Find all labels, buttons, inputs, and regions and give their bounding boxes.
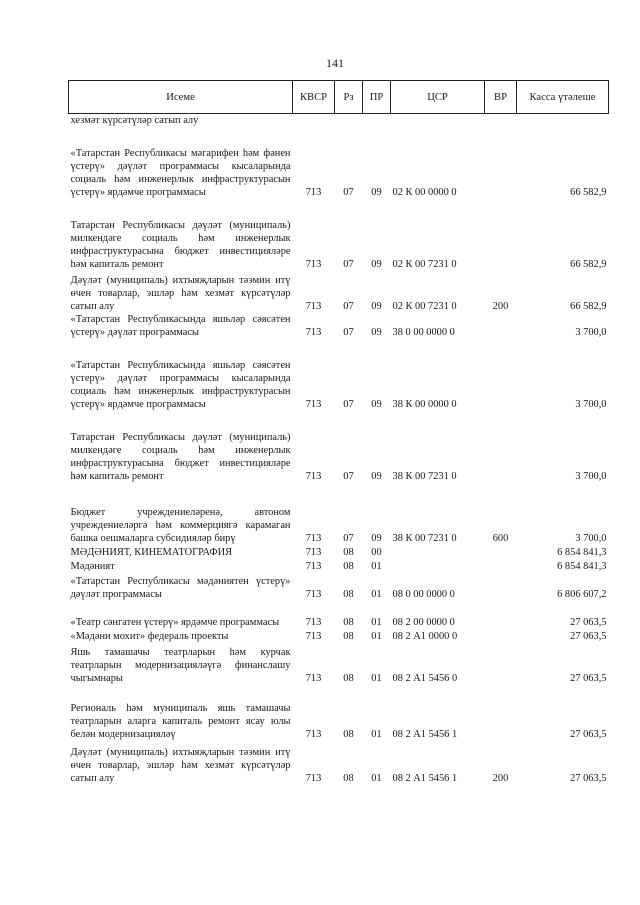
row-vr bbox=[485, 545, 517, 559]
row-csr: 02 К 00 0000 0 bbox=[392, 187, 457, 198]
header-kvsr: КВСР bbox=[293, 81, 335, 114]
table-row bbox=[69, 573, 609, 601]
row-vr: 200 bbox=[492, 773, 509, 784]
row-amount: 3 700,0 bbox=[575, 399, 607, 410]
row-vr bbox=[485, 199, 517, 271]
row-amount: 66 582,9 bbox=[570, 301, 607, 312]
table-row bbox=[69, 199, 609, 271]
header-pr: ПР bbox=[363, 81, 391, 114]
row-kvsr: 713 bbox=[305, 399, 322, 410]
row-vr bbox=[485, 114, 517, 128]
row-rz: 07 bbox=[343, 533, 354, 544]
row-vr bbox=[485, 559, 517, 573]
row-pr: 09 bbox=[371, 301, 382, 312]
row-name: Региональ һәм муниципаль яшь тамашачы театрларын аларга капиталь ремонт ясау юлы белән модернизацияләү bbox=[70, 703, 291, 740]
row-csr: 02 К 00 7231 0 bbox=[392, 259, 457, 270]
row-name: Мәдәният bbox=[70, 561, 115, 572]
table-row bbox=[69, 685, 609, 741]
table-row bbox=[69, 559, 609, 573]
page-number: 141 bbox=[326, 56, 344, 70]
row-name: «Татарстан Республикасы мәгарифен һәм фәнен үстерү» дәүләт программасы кысаларында социаль һәм инженерлык инфраструктурасын үстерү» ярдәмче программасы bbox=[70, 148, 291, 198]
row-csr: 08 2 00 0000 0 bbox=[392, 617, 455, 628]
row-name: хезмәт күрсәтүләр сатып алу bbox=[70, 115, 199, 126]
row-pr: 09 bbox=[371, 471, 382, 482]
row-rz: 08 bbox=[343, 631, 354, 642]
row-kvsr: 713 bbox=[305, 561, 322, 572]
row-rz: 07 bbox=[343, 327, 354, 338]
row-pr: 01 bbox=[371, 561, 382, 572]
row-name: «Татарстан Республикасында яшьләр сәясәтен үстерү» дәүләт программасы кысаларында социаль һәм инженерлык инфраструктурасын үстерү» ярдәмче программасы bbox=[70, 360, 291, 410]
row-pr: 01 bbox=[371, 617, 382, 628]
row-name: «Мәдәни мохит» федераль проекты bbox=[70, 631, 229, 642]
row-pr: 09 bbox=[371, 399, 382, 410]
row-vr: 600 bbox=[492, 533, 509, 544]
table-row bbox=[69, 114, 609, 128]
header-csr: ЦСР bbox=[391, 81, 485, 114]
row-kvsr: 713 bbox=[305, 533, 322, 544]
table-row bbox=[69, 643, 609, 685]
table-row bbox=[69, 741, 609, 785]
row-kvsr: 713 bbox=[305, 187, 322, 198]
table-body bbox=[69, 114, 609, 786]
row-csr: 08 2 А1 5456 1 bbox=[392, 773, 458, 784]
row-csr: 08 2 А1 5456 1 bbox=[392, 729, 458, 740]
row-rz: 07 bbox=[343, 187, 354, 198]
row-name: «Татарстан Республикасында яшьләр сәясәтен үстерү» дәүләт программасы bbox=[70, 314, 291, 338]
row-vr bbox=[485, 127, 517, 199]
row-amount bbox=[517, 114, 609, 128]
row-rz: 08 bbox=[343, 561, 354, 572]
row-csr: 38 К 00 0000 0 bbox=[392, 399, 457, 410]
row-amount: 27 063,5 bbox=[570, 631, 607, 642]
row-pr: 09 bbox=[371, 533, 382, 544]
row-kvsr: 713 bbox=[305, 729, 322, 740]
row-kvsr: 713 bbox=[305, 589, 322, 600]
row-csr bbox=[391, 559, 485, 573]
row-name: Дәүләт (муниципаль) ихтыяҗларын тәэмин итү өчен товарлар, эшләр һәм хезмәт күрсәтүләр сатып алу bbox=[70, 275, 291, 312]
row-amount: 27 063,5 bbox=[570, 673, 607, 684]
row-csr: 08 2 А1 5456 0 bbox=[392, 673, 458, 684]
row-pr: 01 bbox=[371, 673, 382, 684]
row-amount: 3 700,0 bbox=[575, 471, 607, 482]
row-vr bbox=[485, 601, 517, 629]
table-row bbox=[69, 545, 609, 559]
row-pr: 09 bbox=[371, 259, 382, 270]
row-amount: 6 854 841,3 bbox=[557, 561, 607, 572]
row-csr: 08 2 А1 0000 0 bbox=[392, 631, 458, 642]
row-name: Бюджет учреждениеләренә, автоном учреждениеләргә һәм коммерциягә карамаган башка оешмаларга субсидияләр бирү bbox=[70, 507, 291, 544]
row-vr bbox=[485, 685, 517, 741]
row-amount: 27 063,5 bbox=[570, 617, 607, 628]
row-kvsr: 713 bbox=[305, 471, 322, 482]
row-rz: 08 bbox=[343, 589, 354, 600]
table-row bbox=[69, 483, 609, 545]
row-rz: 08 bbox=[343, 673, 354, 684]
row-amount: 27 063,5 bbox=[570, 729, 607, 740]
row-rz: 07 bbox=[343, 399, 354, 410]
row-amount: 6 854 841,3 bbox=[557, 547, 607, 558]
row-amount: 3 700,0 bbox=[575, 533, 607, 544]
row-csr: 38 0 00 0000 0 bbox=[392, 327, 455, 338]
row-csr: 02 К 00 7231 0 bbox=[392, 301, 457, 312]
row-kvsr: 713 bbox=[305, 773, 322, 784]
row-rz bbox=[335, 114, 363, 128]
row-pr: 01 bbox=[371, 631, 382, 642]
row-vr bbox=[485, 339, 517, 411]
row-pr: 01 bbox=[371, 589, 382, 600]
row-name: Яшь тамашачы театрларын һәм курчак театрларын модернизацияләүгә финанслашу чыгымнары bbox=[70, 647, 291, 684]
row-amount: 6 806 607,2 bbox=[557, 589, 607, 600]
row-kvsr: 713 bbox=[305, 547, 322, 558]
row-kvsr: 713 bbox=[305, 673, 322, 684]
row-amount: 3 700,0 bbox=[575, 327, 607, 338]
header-amount: Касса үтәлеше bbox=[517, 81, 609, 114]
row-name: МӘДӘНИЯТ, КИНЕМАТОГРАФИЯ bbox=[70, 547, 233, 558]
row-rz: 08 bbox=[343, 729, 354, 740]
row-rz: 07 bbox=[343, 301, 354, 312]
row-csr: 38 К 00 7231 0 bbox=[392, 471, 457, 482]
row-amount: 66 582,9 bbox=[570, 259, 607, 270]
row-csr bbox=[391, 545, 485, 559]
row-pr: 09 bbox=[371, 187, 382, 198]
row-kvsr: 713 bbox=[305, 617, 322, 628]
row-rz: 08 bbox=[343, 547, 354, 558]
row-kvsr: 713 bbox=[305, 301, 322, 312]
row-name: «Татарстан Республикасы мәдәниятен үстерү» дәүләт программасы bbox=[70, 576, 291, 600]
row-pr: 01 bbox=[371, 773, 382, 784]
table-row bbox=[69, 313, 609, 339]
row-vr: 200 bbox=[492, 301, 509, 312]
row-vr bbox=[485, 411, 517, 483]
row-rz: 08 bbox=[343, 617, 354, 628]
row-pr: 01 bbox=[371, 729, 382, 740]
row-vr bbox=[485, 573, 517, 601]
row-kvsr: 713 bbox=[305, 259, 322, 270]
row-rz: 07 bbox=[343, 259, 354, 270]
row-pr: 00 bbox=[371, 547, 382, 558]
table-row bbox=[69, 339, 609, 411]
header-rz: Рз bbox=[335, 81, 363, 114]
row-rz: 07 bbox=[343, 471, 354, 482]
table-row bbox=[69, 601, 609, 629]
row-vr bbox=[485, 313, 517, 339]
row-csr: 38 К 00 7231 0 bbox=[392, 533, 457, 544]
row-name: Татарстан Республикасы дәүләт (муниципаль) милкендәге социаль һәм инженерлык инфраструктурасына бюджет инвестицияләре һәм капиталь ремонт bbox=[70, 220, 291, 270]
row-name: «Театр сәнгатен үстерү» ярдәмче программасы bbox=[70, 617, 280, 628]
table-row bbox=[69, 127, 609, 199]
row-name: Татарстан Республикасы дәүләт (муниципаль) милкендәге социаль һәм инженерлык инфраструктурасына бюджет инвестицияләре һәм капиталь ремонт bbox=[70, 432, 291, 482]
row-name: Дәүләт (муниципаль) ихтыяҗларын тәэмин итү өчен товарлар, эшләр һәм хезмәт күрсәтүләр сатып алу bbox=[70, 747, 291, 784]
row-amount: 66 582,9 bbox=[570, 187, 607, 198]
row-kvsr: 713 bbox=[305, 631, 322, 642]
row-rz: 08 bbox=[343, 773, 354, 784]
budget-table bbox=[68, 80, 609, 785]
table-row bbox=[69, 629, 609, 643]
row-csr: 08 0 00 0000 0 bbox=[392, 589, 455, 600]
row-vr bbox=[485, 629, 517, 643]
row-amount: 27 063,5 bbox=[570, 773, 607, 784]
row-csr bbox=[391, 114, 485, 128]
row-kvsr: 713 bbox=[305, 327, 322, 338]
table-row bbox=[69, 271, 609, 313]
row-pr bbox=[363, 114, 391, 128]
row-kvsr bbox=[293, 114, 335, 128]
table-row bbox=[69, 411, 609, 483]
header-name: Исеме bbox=[69, 81, 293, 114]
table-header bbox=[69, 81, 609, 114]
row-vr bbox=[485, 643, 517, 685]
row-pr: 09 bbox=[371, 327, 382, 338]
header-vr: ВР bbox=[485, 81, 517, 114]
